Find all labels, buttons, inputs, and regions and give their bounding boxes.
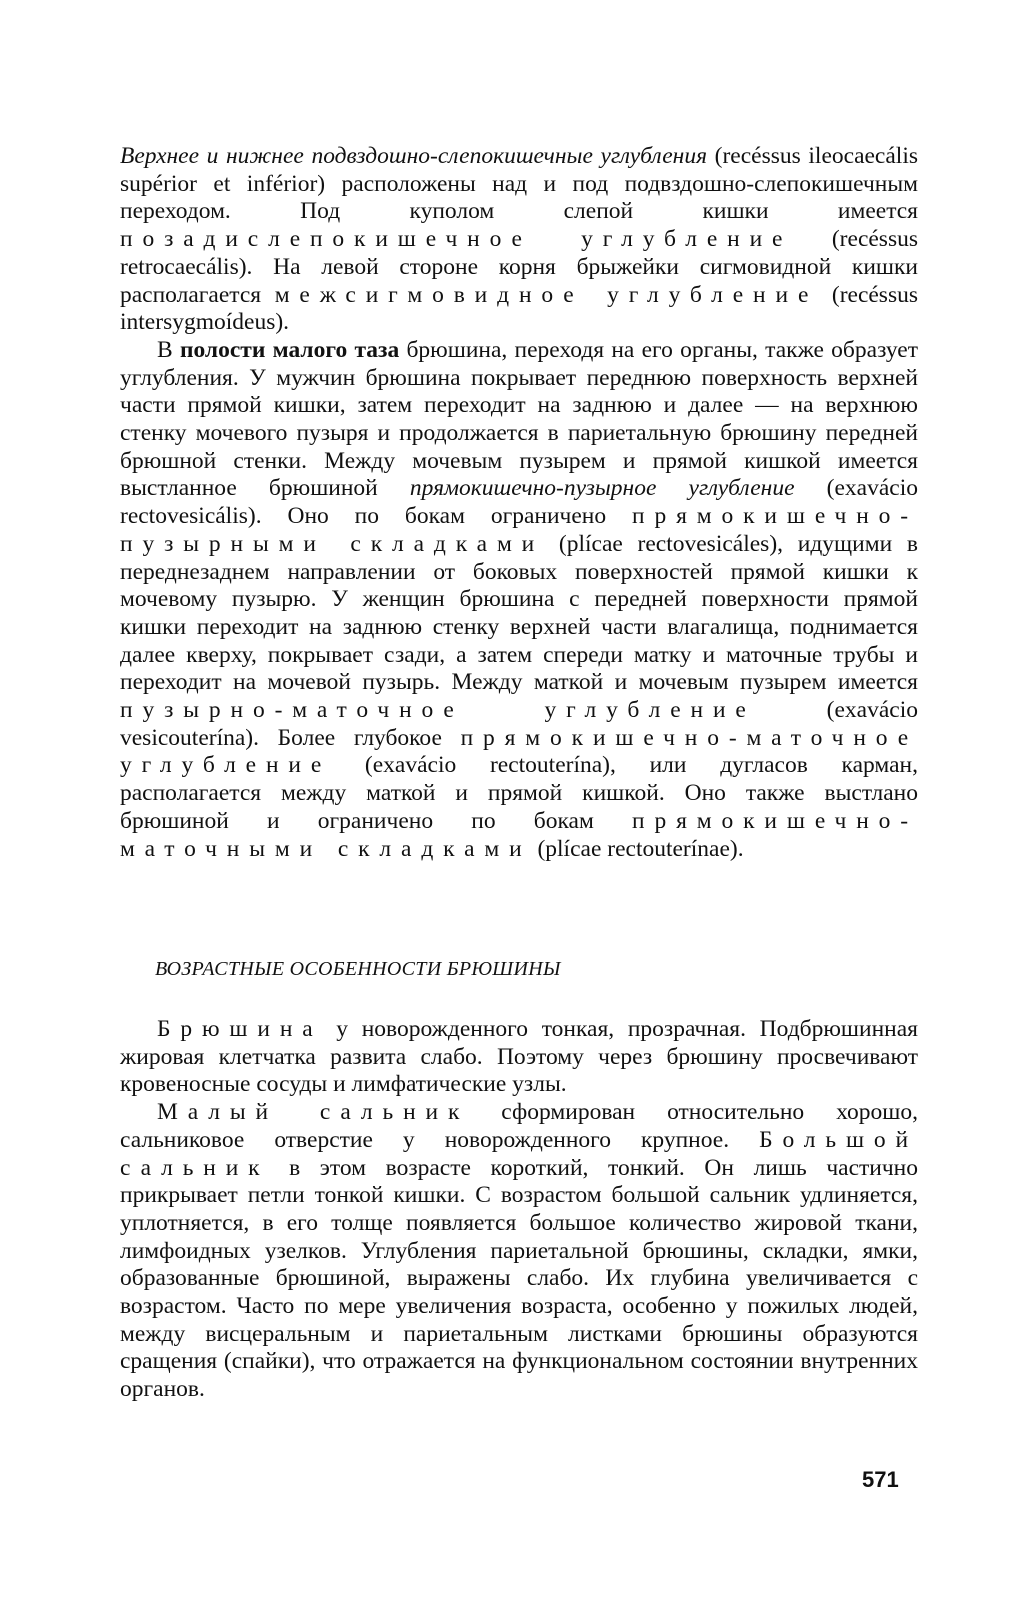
term-rectovesical-pouch: прямокишечно-пузырное углубление (409, 475, 795, 502)
paragraph-newborn-peritoneum (120, 1016, 918, 1099)
text-run: (plícae rectouterínae). (531, 835, 744, 862)
text-run: в этом возрасте короткий, тонкий. Он лишь частично прикрывает петли тонкой кишки. С возрастом большой сальник удлиняется, уплотняется, в его толще появляется большое количество жировой ткани, лимфоидных узелков. Углубления париетальной брюшины, складки, ямки, образованные брюшиной, выражены слабо. Их глубина увеличивается с возрастом. Часто по мере увеличения возраста, особенно у пожилых людей, между висцеральным и париетальным листками брюшины образуются сращения (спайки), что отражается на функциональном состоянии внутренних органов. (120, 1154, 918, 1403)
term-rectouterine-folds: прямокишечно-маточными складками (120, 807, 918, 862)
text-run: В (157, 336, 180, 363)
term-peritoneum: Брюшина (157, 1016, 323, 1042)
body-text-top (120, 143, 918, 863)
text-run: у новорожденного тонкая, прозрачная. Подбрюшинная жировая клетчатка развита слабо. Поэтому через брюшину просвечивают кровеносные сосуды и лимфатические узлы. (120, 1016, 918, 1098)
section-heading: ВОЗРАСТНЫЕ ОСОБЕННОСТИ БРЮШИНЫ (155, 958, 561, 980)
paragraph-pelvic-cavity (120, 337, 918, 863)
term-retrocecal-recess: позадислепокишечное углубление (120, 226, 793, 253)
term-intersigmoid-recess: межсигмовидное углубление (274, 281, 819, 308)
text-run: (plícae rectovesicáles), идущими в переднезаднем направлении от боковых поверхностей прямой кишки к мочевому пузырю. У женщин брюшина с передней поверхности прямой кишки переходит на заднюю стенку верхней части влагалища, поднимается далее кверху, покрывает сзади, а затем спереди матку и маточные трубы и переходит на мочевой пузырь. Между маткой и мочевым пузырем имеется (120, 530, 918, 696)
page-number: 571 (862, 1467, 899, 1492)
term-ileocecal-recesses: Верхнее и нижнее подвздошно-слепокишечные углубления (120, 143, 708, 169)
body-text-bottom (120, 1016, 918, 1404)
text-run: (exavácio rectovesicális). Оно по бокам ограничено (120, 475, 918, 530)
text-run: (exavácio rectouterína), или дугласов карман, располагается между маткой и прямой кишкой. Оно также выстлано брюшиной и ограничено по бокам (120, 752, 918, 834)
text-run: (exavácio vesicouterína). Более глубокое (120, 697, 918, 751)
text-run: (recéssus ileocaecális supérior et inférior) расположены над и под подвздошно-слепокишечным переходом. Под куполом слепой кишки имеется (120, 143, 918, 225)
term-greater-omentum: Большой сальник (120, 1126, 918, 1181)
term-vesicouterine-pouch: пузырно-маточное углубление (120, 697, 756, 724)
text-run: (recéssus retrocaecális). На левой стороне корня брыжейки сигмовидной кишки располагается (120, 226, 918, 308)
term-rectovesical-folds: прямокишечно-пузырными складками (120, 503, 918, 557)
text-run: сформирован относительно хорошо, сальниковое отверстие у новорожденного крупное. (120, 1099, 918, 1153)
paragraph-ileocecal-recesses (120, 143, 918, 337)
term-lesser-omentum: Малый сальник (157, 1099, 470, 1126)
term-rectouterine-pouch: прямокишечно-маточное углубление (120, 724, 918, 779)
text-run: брюшина, переходя на его органы, также образует углубления. У мужчин брюшина покрывает переднюю поверхность верхней части прямой кишки, затем переходит на заднюю и далее — на верхнюю стенку мочевого пузыря и продолжается в париетальную брюшину передней брюшной стенки. Между мочевым пузырем и прямой кишкой имеется выстланное брюшиной (120, 336, 918, 502)
text-run: (recéssus intersygmoídeus). (120, 281, 918, 336)
paragraph-omentum (120, 1099, 918, 1404)
term-pelvic-cavity: полости малого таза (179, 336, 400, 363)
